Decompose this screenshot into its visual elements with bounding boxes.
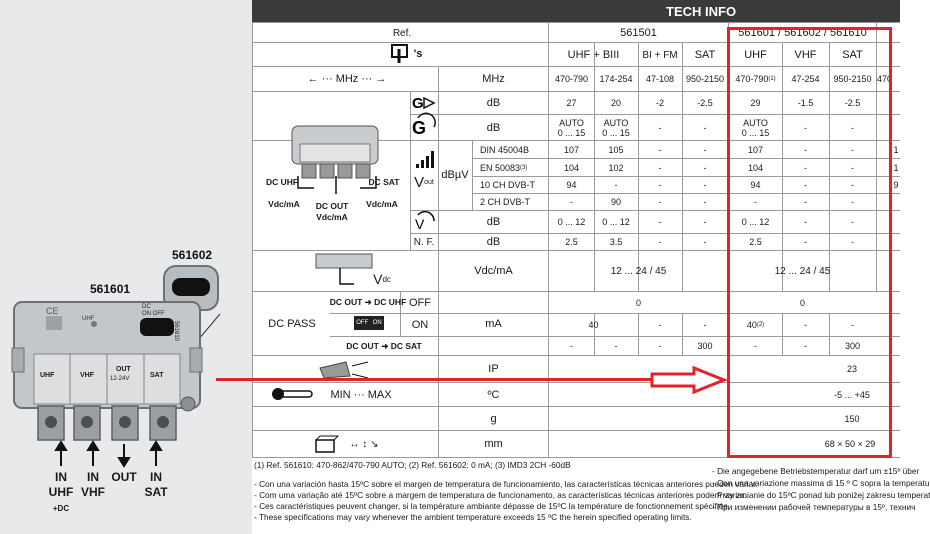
device-port-out-range: 12-24V: [110, 376, 130, 382]
vdc-b: 12 ... 24 / 45: [774, 265, 831, 277]
io-label-uhf: IN UHF +DC: [48, 470, 74, 513]
vout-1-a-0: 104: [563, 162, 580, 173]
note-it: - Con una variazione massima di 15 º C sopra la temperatu: [712, 478, 930, 488]
vout-3-a-0: -: [570, 196, 573, 207]
vout-2-b-2: -: [851, 179, 854, 190]
gain-adj-b-2: -: [851, 122, 854, 133]
mhz-unit: MHz: [482, 73, 505, 85]
device-port-sat: SAT: [150, 372, 164, 379]
band-b-0: UHF: [744, 49, 767, 61]
vout-2-trail: 9: [893, 179, 899, 190]
freq-b-1: 47-254: [791, 74, 820, 84]
mhz-row-label: ← ··· MHz ··· →: [307, 73, 387, 85]
gain-a-0: 27: [566, 98, 577, 108]
vout-0-a-0: 107: [563, 144, 580, 155]
vout-adj-a-3: -: [703, 217, 707, 227]
gain-icon: [410, 93, 436, 113]
on-label: ON: [411, 319, 429, 331]
device-schematic-icon: [290, 124, 380, 180]
vout-3-b-2: -: [851, 196, 854, 207]
gain-adj-a-2: -: [658, 122, 662, 133]
gain-unit: dB: [486, 97, 501, 109]
vout-label-1: EN 50083 (3): [480, 162, 528, 173]
nf-a-3: -: [703, 237, 707, 247]
device-port-out: OUT: [116, 366, 131, 373]
freq-a-2: 47-108: [645, 74, 675, 84]
nf-b-0: 2.5: [749, 237, 762, 247]
off-label: OFF: [409, 296, 431, 309]
gain-adj-a-1: AUTO 0 ... 15: [602, 117, 630, 138]
gain-adj-b-1: -: [804, 122, 807, 133]
dc-uhf-label: DC UHF: [265, 177, 299, 187]
io-label-sat: IN SAT: [144, 470, 168, 499]
dcpass-off-a: 0: [635, 297, 641, 308]
dcpass-sat-a-0: -: [570, 341, 573, 351]
model-label-561601: 561601: [90, 282, 131, 296]
dc-sat-label: DC SAT: [368, 177, 400, 187]
band-b-2: SAT: [842, 49, 863, 61]
vout-1-trail: 1: [893, 162, 899, 173]
nf-b-2: -: [851, 237, 854, 247]
nf-a-1: 3.5: [609, 237, 623, 247]
dcpass-sat-b-1: -: [804, 341, 807, 351]
note-pl: - Przy zmianie do 15ºC ponad lub poniżej zakresu temperat: [712, 490, 930, 500]
vout-adjust-icon: [412, 211, 438, 233]
vout-3-b-0: -: [754, 196, 757, 207]
footnote-refs: (1) Ref. 561610: 470-862/470-790 AUTO; (2) Ref. 561602: 0 mA; (3) IMD3 2CH -60dB: [254, 460, 571, 470]
io-arrows: [48, 442, 198, 468]
vdc-symbol: V dc: [373, 271, 391, 287]
vdc-unit: Vdc/mA: [474, 265, 513, 277]
amplifier-device-image: [12, 296, 202, 444]
gain-a-3: -2.5: [697, 98, 713, 108]
dcpass-sat-a-3: 300: [697, 341, 713, 351]
vout-adj-a-2: -: [658, 217, 662, 227]
band-a-2: SAT: [694, 49, 716, 61]
svg-text:G: G: [412, 95, 424, 112]
dcpass-on-b-1: -: [804, 320, 807, 330]
vout-label-3: 2 CH DVB-T: [480, 196, 531, 207]
band-a-0: UHF + BIII: [567, 49, 620, 61]
gain-adj-b-0: AUTO 0 ... 15: [741, 117, 770, 138]
nf-a-2: -: [658, 237, 662, 247]
dcpass-on-a-2: -: [703, 320, 707, 330]
vout-2-a-2: -: [658, 179, 662, 190]
dbuv-unit: dBµV: [441, 169, 469, 181]
vout-label-0: DIN 45004B: [480, 144, 530, 155]
box-dimensions-icon: [312, 434, 342, 456]
dcout-uhf-label: DC OUT ➜ DC UHF: [329, 297, 407, 307]
io-label-out: OUT: [111, 470, 137, 484]
note-de: - Die angegebene Betriebstemperatur darf um ±15º über: [712, 466, 920, 476]
device-uhf-small: UHF: [82, 316, 95, 322]
ref-561501: 561501: [620, 27, 657, 39]
model-label-561602: 561602: [172, 248, 213, 262]
vout-3-a-2: -: [658, 196, 662, 207]
dims-value: 68 × 50 × 29: [824, 439, 876, 449]
vout-0-a-2: -: [658, 144, 662, 155]
vout-2-a-0: 94: [566, 179, 577, 190]
vout-3-a-3: -: [703, 196, 707, 207]
weight-value: 150: [844, 413, 860, 424]
dc-sat-vdc: Vdc/mA: [366, 199, 398, 209]
svg-text:G: G: [412, 118, 427, 138]
freq-b-2: 950-2150: [833, 74, 872, 84]
gain-adjust-icon: [410, 115, 436, 139]
vout-label-2: 10 CH DVB-T: [480, 179, 536, 190]
vout-0-b-0: 107: [747, 144, 764, 155]
temp-value: -5 ... +45: [834, 389, 870, 400]
freq-a-1: 174-254: [599, 74, 633, 84]
dcpass-on-a-0: 40: [588, 320, 599, 330]
note-es: - Con una variación hasta 15ºC sobre el margen de temperatura de funcionamiento, las características técnicas anteriores pueden variar.: [254, 479, 758, 489]
vout-2-a-3: -: [703, 179, 707, 190]
gain-adj-a-3: -: [703, 122, 707, 133]
freq-a-0: 470-790: [554, 74, 589, 84]
vout-2-b-1: -: [804, 179, 807, 190]
thermometer-icon: [270, 387, 314, 401]
ip-protection-icon: [316, 358, 372, 380]
dc-switch-icon: OFF ON: [354, 316, 384, 330]
vout-1-b-2: -: [851, 162, 854, 173]
freq-a-3: 950-2150: [685, 74, 725, 84]
highlight-box: [727, 27, 892, 458]
dcpass-sat-b-2: 300: [844, 341, 861, 351]
vout-2-b-0: 94: [750, 179, 761, 190]
dims-unit: mm: [484, 438, 503, 450]
tech-info-title-bar: TECH INFO: [252, 0, 900, 22]
note-en: - These specifications may vary whenever the ambient temperature exceeds 15 ºC the herein specified operating limits.: [254, 512, 692, 522]
vout-adj-b-0: 0 ... 12: [741, 217, 770, 227]
svg-text:V: V: [415, 216, 425, 232]
temp-unit: ºC: [487, 388, 500, 401]
dcpass-on-b-0: 40 (2): [746, 320, 765, 330]
dc-out-vdc: Vdc/mA: [316, 212, 348, 222]
nf-b-1: -: [804, 237, 807, 247]
note-fr: - Ces caractéristiques peuvent changer, si la température ambiante dépasse de 15ºC la température de fonctionnement spécifiée.: [254, 501, 731, 511]
gain-b-1: -1.5: [797, 98, 814, 108]
dcpass-on-b-2: -: [851, 320, 854, 330]
vout-adj-a-0: 0 ... 12: [557, 217, 586, 227]
vout-0-trail: 1: [893, 144, 899, 155]
note-pt: - Com uma variação até 15ºC sobre a margem de temperatura de funcionamento, as características técnicas anteriores podem variar.: [254, 490, 747, 500]
vout-symbol: V out: [414, 173, 434, 191]
dcpass-on-a-1: -: [658, 320, 662, 330]
device-port-vhf: VHF: [80, 372, 94, 379]
io-label-vhf: IN VHF: [81, 470, 105, 499]
dc-pass-label: DC PASS: [268, 317, 316, 330]
band-b-1: VHF: [794, 49, 817, 61]
dc-uhf-vdc: Vdc/mA: [268, 199, 300, 209]
vout-1-a-3: -: [703, 162, 707, 173]
antenna-port-icon: [390, 43, 412, 65]
highlight-arrow-icon: [650, 366, 728, 394]
nf-a-0: 2.5: [565, 237, 578, 247]
band-a-1: BI + FM: [642, 49, 678, 61]
device-port-uhf: UHF: [40, 372, 55, 379]
signal-bars-icon: [414, 148, 438, 170]
dcpass-sat-a-2: -: [658, 341, 662, 351]
nf-unit: dB: [486, 236, 501, 248]
weight-unit: g: [490, 412, 497, 425]
vout-0-b-2: -: [851, 144, 854, 155]
trail-freq: 470: [877, 74, 893, 84]
vout-3-b-1: -: [804, 196, 807, 207]
dc-out-label: DC OUT: [315, 201, 349, 211]
vdc-device-icon: [314, 252, 374, 288]
vout-1-a-1: 102: [608, 162, 624, 173]
device-side-code: 561610: [173, 320, 180, 342]
nf-label: N. F.: [413, 236, 435, 248]
gain-a-1: 20: [610, 98, 621, 108]
dcout-sat-label: DC OUT ➜ DC SAT: [346, 340, 422, 351]
vout-1-b-1: -: [804, 162, 807, 173]
vout-2-a-1: -: [614, 179, 618, 190]
note-ru: - При изменении рабочей температуры в 15º, технич: [712, 502, 916, 512]
dcpass-sat-a-1: -: [614, 341, 618, 351]
ref-label: Ref.: [392, 27, 412, 39]
vout-3-a-1: 90: [610, 196, 621, 207]
vout-adj-a-1: 0 ... 12: [602, 217, 630, 227]
product-panel: [0, 0, 252, 534]
vout-adj-unit: dB: [486, 216, 501, 228]
freq-b-0: 470-790 (1): [735, 74, 776, 84]
dcpass-sat-b-0: -: [754, 341, 757, 351]
vout-0-b-1: -: [804, 144, 807, 155]
vout-0-a-3: -: [703, 144, 707, 155]
gain-adj-unit: dB: [486, 121, 501, 134]
vout-1-a-2: -: [658, 162, 662, 173]
dims-label: ↔ ↕ ↘: [349, 438, 379, 450]
vout-adj-b-2: -: [851, 217, 854, 227]
vout-adj-b-1: -: [804, 217, 807, 227]
dc-on-off-marking: DC ON OFF: [142, 304, 165, 317]
dcpass-off-b: 0: [799, 297, 805, 308]
dc-pass-unit: mA: [485, 317, 502, 330]
ce-mark: CE: [46, 306, 59, 316]
ref-561601-group: 561601 / 561602 / 561610: [738, 27, 867, 39]
vout-1-b-0: 104: [747, 162, 764, 173]
temp-label: MIN ··· MAX: [330, 388, 392, 401]
gain-b-0: 29: [750, 98, 761, 108]
vout-0-a-1: 105: [608, 144, 624, 155]
gain-adj-a-0: AUTO 0 ... 15: [557, 117, 586, 138]
ports-count-label: 's: [413, 48, 423, 60]
gain-a-2: -2: [655, 98, 664, 108]
gain-b-2: -2.5: [844, 98, 861, 108]
ip-unit: IP: [488, 363, 499, 375]
highlight-connector-line: [216, 378, 652, 381]
ip-value: 23: [846, 364, 857, 374]
vdc-a: 12 ... 24 / 45: [610, 265, 667, 277]
